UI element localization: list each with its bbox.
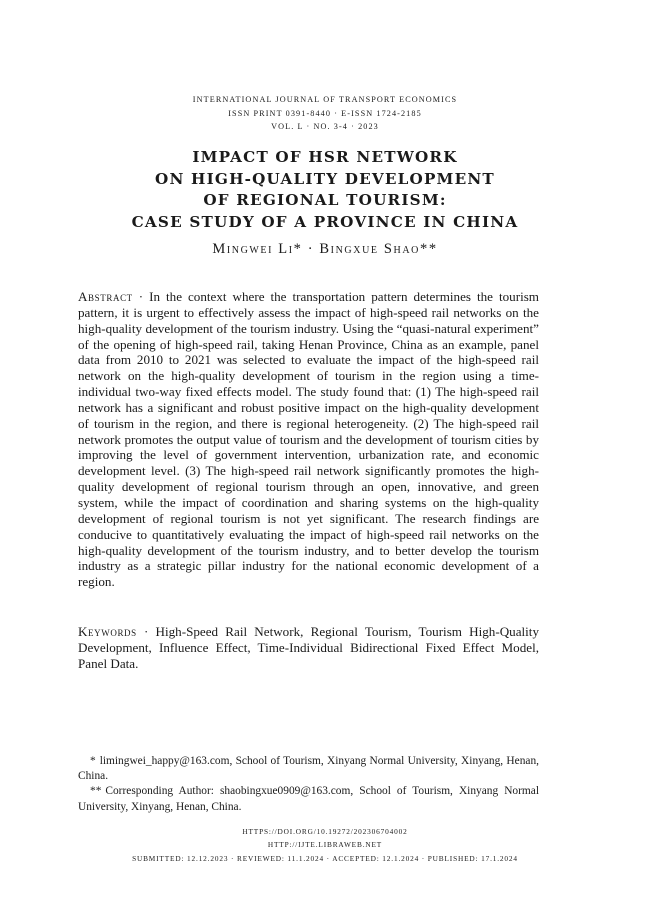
footnote-1 xyxy=(78,754,539,784)
article-title xyxy=(40,147,610,233)
journal-volume: VOL. L · NO. 3-4 · 2023 xyxy=(271,122,379,131)
abstract-separator: · xyxy=(132,289,150,304)
title-line-2: ON HIGH-QUALITY DEVELOPMENT xyxy=(155,169,495,188)
title-line-4: CASE STUDY OF A PROVINCE IN CHINA xyxy=(131,212,519,231)
journal-url-link[interactable]: HTTP://IJTE.LIBRAWEB.NET xyxy=(267,840,383,850)
doi-link[interactable]: HTTPS://DOI.ORG/10.19272/202306704002 xyxy=(242,827,408,836)
keywords-separator: · xyxy=(136,624,156,639)
footnote-2-text[interactable]: Corresponding Author: shaobingxue0909@163.com, School of Tourism, Xinyang Normal University, Xinyang, Henan, China. xyxy=(78,785,539,813)
journal-name: INTERNATIONAL JOURNAL OF TRANSPORT ECONOMICS xyxy=(192,95,458,104)
footnote-1-email[interactable]: limingwei_happy@163.com, School of Tourism, Xinyang Normal University, Xinyang, Henan, China. xyxy=(78,755,539,783)
title-line-1: IMPACT OF HSR NETWORK xyxy=(192,148,458,166)
footnote-2 xyxy=(78,784,539,814)
keywords-label: Keywords xyxy=(78,624,137,639)
keywords-section xyxy=(78,624,539,672)
abstract-label: Abstract xyxy=(78,289,133,304)
journal-issn: ISSN PRINT 0391-8440 · E-ISSN 1724-2185 xyxy=(228,108,422,118)
author-list: Mingwei Li* · Bingxue Shao** xyxy=(212,241,438,257)
footnotes xyxy=(78,754,539,815)
publication-info xyxy=(0,825,650,865)
title-line-3: OF REGIONAL TOURISM: xyxy=(203,191,447,209)
footnote-2-mark: ** xyxy=(90,785,102,798)
journal-header xyxy=(0,93,650,134)
abstract-text: In the context where the transportation pattern determines the tourism pattern, it is urgent to effectively assess the impact of high-speed rail networks on the high-quality development of the tourism industry. Using the “quasi-natural experiment” of the opening of high-speed rail, taking Henan Province, China as an example, panel data from 2010 to 2021 was selected to evaluate the impact of the high-speed rail network on the high-quality development of tourism in the region using a time-individual two-way fixed effects model. The study found that: (1) The high-speed rail network has a significant and robust positive impact on the high-quality development of tourism in the region, and there is regional heterogeneity. (2) The high-speed rail network promotes the output value of tourism and the development of tourism cities by improving the level of government intervention, urbanization rate, and economic development level. (3) The high-speed rail network significantly promotes the high-quality development of regional tourism through an open, innovative, and green system, while the impact of coordination and sharing systems on the high-quality development of regional tourism is not yet significant. The research findings are conducive to quantitatively evaluating the impact of high-speed rail networks on the high-quality development of the tourism industry, and to better develop the tourism industry as a strategic pillar industry for the national economic development of a region. xyxy=(78,289,539,590)
submission-dates: SUBMITTED: 12.12.2023 · REVIEWED: 11.1.2024 · ACCEPTED: 12.1.2024 · PUBLISHED: 17.1.2024 xyxy=(132,853,518,863)
keywords-text: High-Speed Rail Network, Regional Tourism, Tourism High-Quality Development, Influence Effect, Time-Individual Bidirectional Fixed Effect Model, Panel Data. xyxy=(78,624,539,671)
abstract-section xyxy=(78,289,539,590)
footnote-1-mark: * xyxy=(90,755,96,767)
